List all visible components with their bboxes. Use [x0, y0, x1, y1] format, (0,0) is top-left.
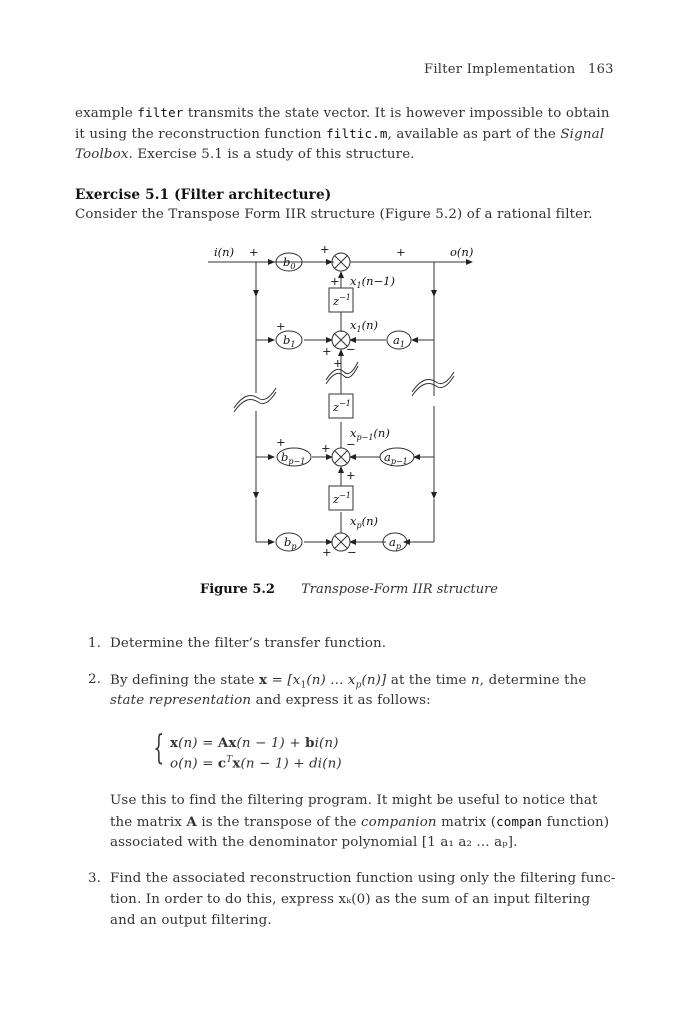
- minus-row1: −: [346, 342, 356, 356]
- plus-rowp1-left: +: [276, 435, 286, 449]
- item-3-line-2: tion. In order to do this, express xₖ(0) as the sum of an input filtering: [110, 892, 591, 907]
- plus-rowp-in: +: [322, 545, 332, 559]
- equation-1: x(n) = Ax(n − 1) + bi(n): [170, 735, 339, 751]
- item-1-text: Determine the filter’s transfer function.: [110, 636, 387, 651]
- intro-line-3: Toolbox. Exercise 5.1 is a study of this structure.: [75, 147, 415, 162]
- item-1-number: 1.: [88, 636, 102, 651]
- coeff-ap1-label: $a_{p-1}$: [384, 450, 408, 466]
- delay-label-2: $z^{-1}$: [333, 399, 351, 414]
- coeff-bp1-label: $b_{p-1}$: [281, 450, 306, 466]
- item-3-number: 3.: [88, 871, 102, 886]
- plus-top-right: +: [396, 245, 406, 259]
- plus-x1-top: +: [330, 274, 340, 288]
- exercise-text: Consider the Transpose Form IIR structure (Figure 5.2) of a rational filter.: [75, 207, 593, 222]
- plus-top-left: +: [320, 242, 330, 256]
- item-3-line-1: Find the associated reconstruction function using only the filtering func-: [110, 871, 616, 886]
- figure-caption-text: Transpose-Form IIR structure: [301, 582, 498, 597]
- item-2-number: 2.: [88, 672, 102, 687]
- use-line-3: associated with the denominator polynomial [1 a₁ a₂ ... aₚ].: [110, 835, 518, 850]
- coeff-b1-label: $b_1$: [283, 333, 296, 349]
- plus-row1-in: +: [322, 344, 332, 358]
- figure-caption: [200, 582, 498, 597]
- minus-rowp: −: [347, 545, 357, 559]
- break-mark-left: [234, 392, 276, 412]
- state-x1: $x_1(n)$: [350, 318, 378, 334]
- coeff-b0-label: $b_0$: [283, 255, 296, 271]
- state-xp: $x_p(n)$: [350, 514, 379, 530]
- state-x1-n1: $x_1(n-1)$: [350, 274, 395, 290]
- sum-node-0: [332, 253, 350, 271]
- plus-rowp1-in: +: [321, 441, 331, 455]
- coeff-ap-label: $a_p$: [389, 535, 401, 551]
- iir-diagram: [200, 236, 490, 566]
- page-number: 163: [588, 62, 614, 77]
- running-title: Filter Implementation: [424, 62, 576, 77]
- item-3-line-3: and an output filtering.: [110, 913, 272, 928]
- intro-line-1: example filter transmits the state vector. It is however impossible to obtain: [75, 105, 610, 121]
- equation-2: $o(n) = c^Tx(n - 1) + di(n)$: [170, 755, 342, 772]
- input-plus: +: [249, 245, 259, 259]
- use-line-2: the matrix A is the transpose of the companion matrix (compan function): [110, 814, 610, 830]
- plus-row1-left: +: [276, 319, 286, 333]
- state-xp1: $x_{p-1}(n)$: [350, 426, 390, 442]
- break-mark-right: [412, 376, 454, 396]
- minus-rowp1: −: [346, 437, 356, 451]
- intro-line-2: it using the reconstruction function filtic.m, available as part of the Signal: [75, 126, 605, 142]
- item-2-line-2: state representation and express it as follows:: [110, 693, 431, 708]
- delay-label-1: $z^{-1}$: [333, 293, 351, 308]
- plus-rowp1-up: +: [346, 468, 356, 482]
- coeff-a1-label: $a_1$: [393, 333, 405, 349]
- plus-row1-up: +: [333, 356, 343, 370]
- figure-label: Figure 5.2: [200, 582, 275, 597]
- coeff-bp-label: $b_p$: [284, 535, 297, 551]
- equation-brace: {: [153, 728, 165, 768]
- use-line-1: Use this to find the filtering program. It might be useful to notice that: [110, 793, 598, 808]
- exercise-title: Exercise 5.1 (Filter architecture): [75, 187, 332, 203]
- delay-label-3: $z^{-1}$: [333, 491, 351, 506]
- item-2-line-1: By defining the state $x = [x_1(n)$ ... $x_p(n)$] at the time n, determine the: [110, 672, 587, 691]
- input-label: i(n): [214, 245, 235, 259]
- output-label: o(n): [450, 245, 474, 259]
